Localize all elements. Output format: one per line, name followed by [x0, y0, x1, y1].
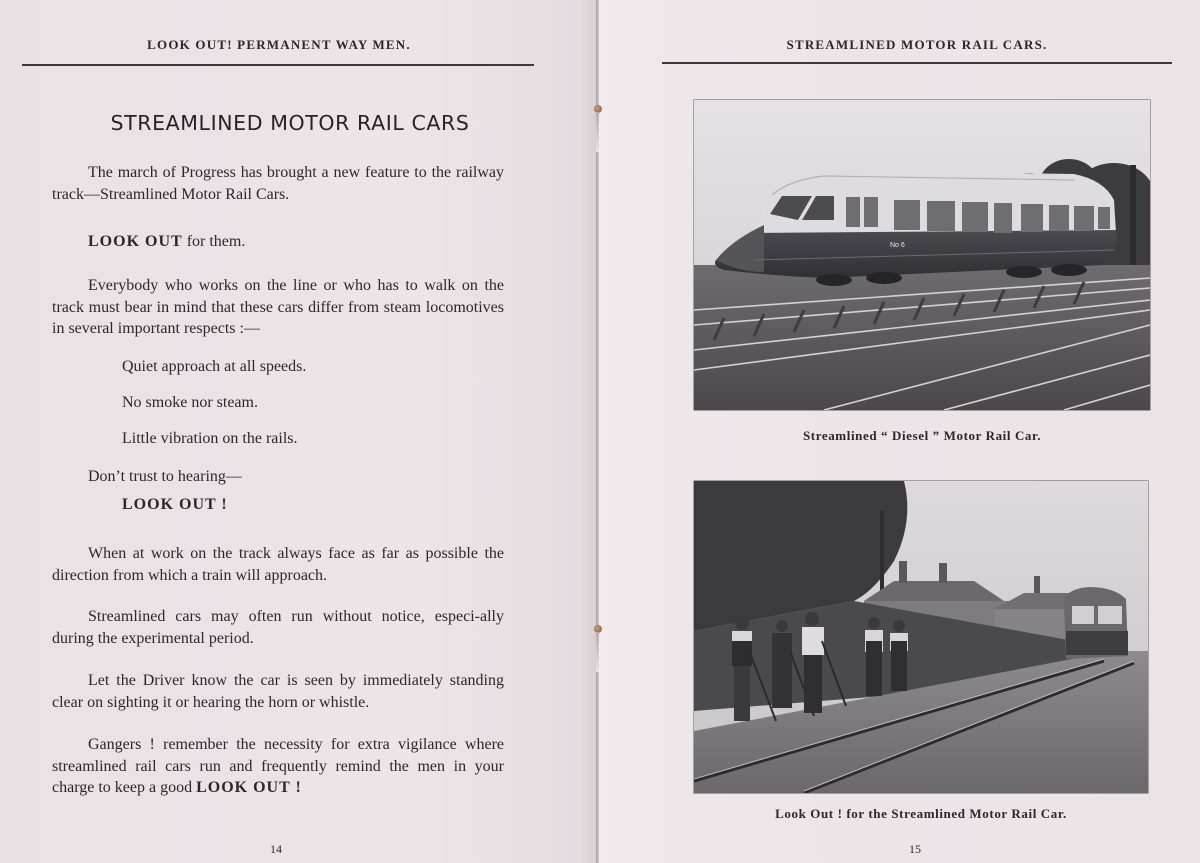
look-out-emphasis: LOOK OUT	[88, 233, 183, 250]
look-out-exclaim: LOOK OUT !	[122, 496, 228, 513]
respect-item: No smoke nor steam.	[122, 394, 258, 411]
left-header-rule	[22, 64, 534, 66]
paragraph-look-out-for-them	[88, 231, 488, 253]
approaching-railcar	[1064, 587, 1128, 659]
respect-item: Little vibration on the rails.	[122, 430, 298, 447]
respect-item: Quiet approach at all speeds.	[122, 358, 307, 375]
number-plate: No 6	[890, 242, 905, 249]
gangers-illustration	[694, 481, 1148, 793]
chapter-title: STREAMLINED MOTOR RAIL CARS	[110, 111, 470, 135]
staple-top-shadow	[596, 112, 599, 152]
photo-gangers-on-track	[694, 481, 1148, 793]
look-out-rest: for them.	[182, 233, 246, 250]
paragraph-intro: The march of Progress has brought a new feature to the railway track—Streamlined Motor Rail Cars.	[52, 164, 504, 203]
page-number-right: 15	[909, 842, 921, 856]
paragraph-streamlined-cars: Streamlined cars may often run without notice, especi-ally during the experimental period.	[52, 608, 504, 647]
gangers-text: Gangers ! remember the necessity for extra vigilance where streamlined rail cars run and frequently remind the men in your charge to keep a good	[52, 736, 504, 796]
gangers-look-out: LOOK OUT !	[196, 779, 302, 796]
right-header-rule	[662, 62, 1172, 64]
paragraph-everybody: Everybody who works on the line or who has to walk on the track must bear in mind that these cars differ from steam locomotives in several important respects :—	[52, 277, 504, 337]
paragraph-let-the-driver: Let the Driver know the car is seen by immediately standing clear on sighting it or hearing the horn or whistle.	[52, 672, 504, 711]
paragraph-when-at-work: When at work on the track always face as far as possible the direction from which a train will approach.	[52, 545, 504, 584]
dont-trust-line: Don’t trust to hearing—	[88, 468, 242, 485]
left-running-head: LOOK OUT! PERMANENT WAY MEN.	[147, 37, 411, 52]
railcar-illustration	[694, 100, 1150, 410]
right-running-head: STREAMLINED MOTOR RAIL CARS.	[786, 37, 1048, 52]
staple-bottom-shadow	[596, 632, 599, 672]
caption-gangers: Look Out ! for the Streamlined Motor Rail Car.	[775, 806, 1067, 821]
caption-diesel-railcar: Streamlined “ Diesel ” Motor Rail Car.	[802, 428, 1042, 443]
paragraph-gangers	[52, 734, 504, 799]
page-number-left: 14	[270, 842, 282, 856]
photo-diesel-railcar	[694, 100, 1150, 410]
